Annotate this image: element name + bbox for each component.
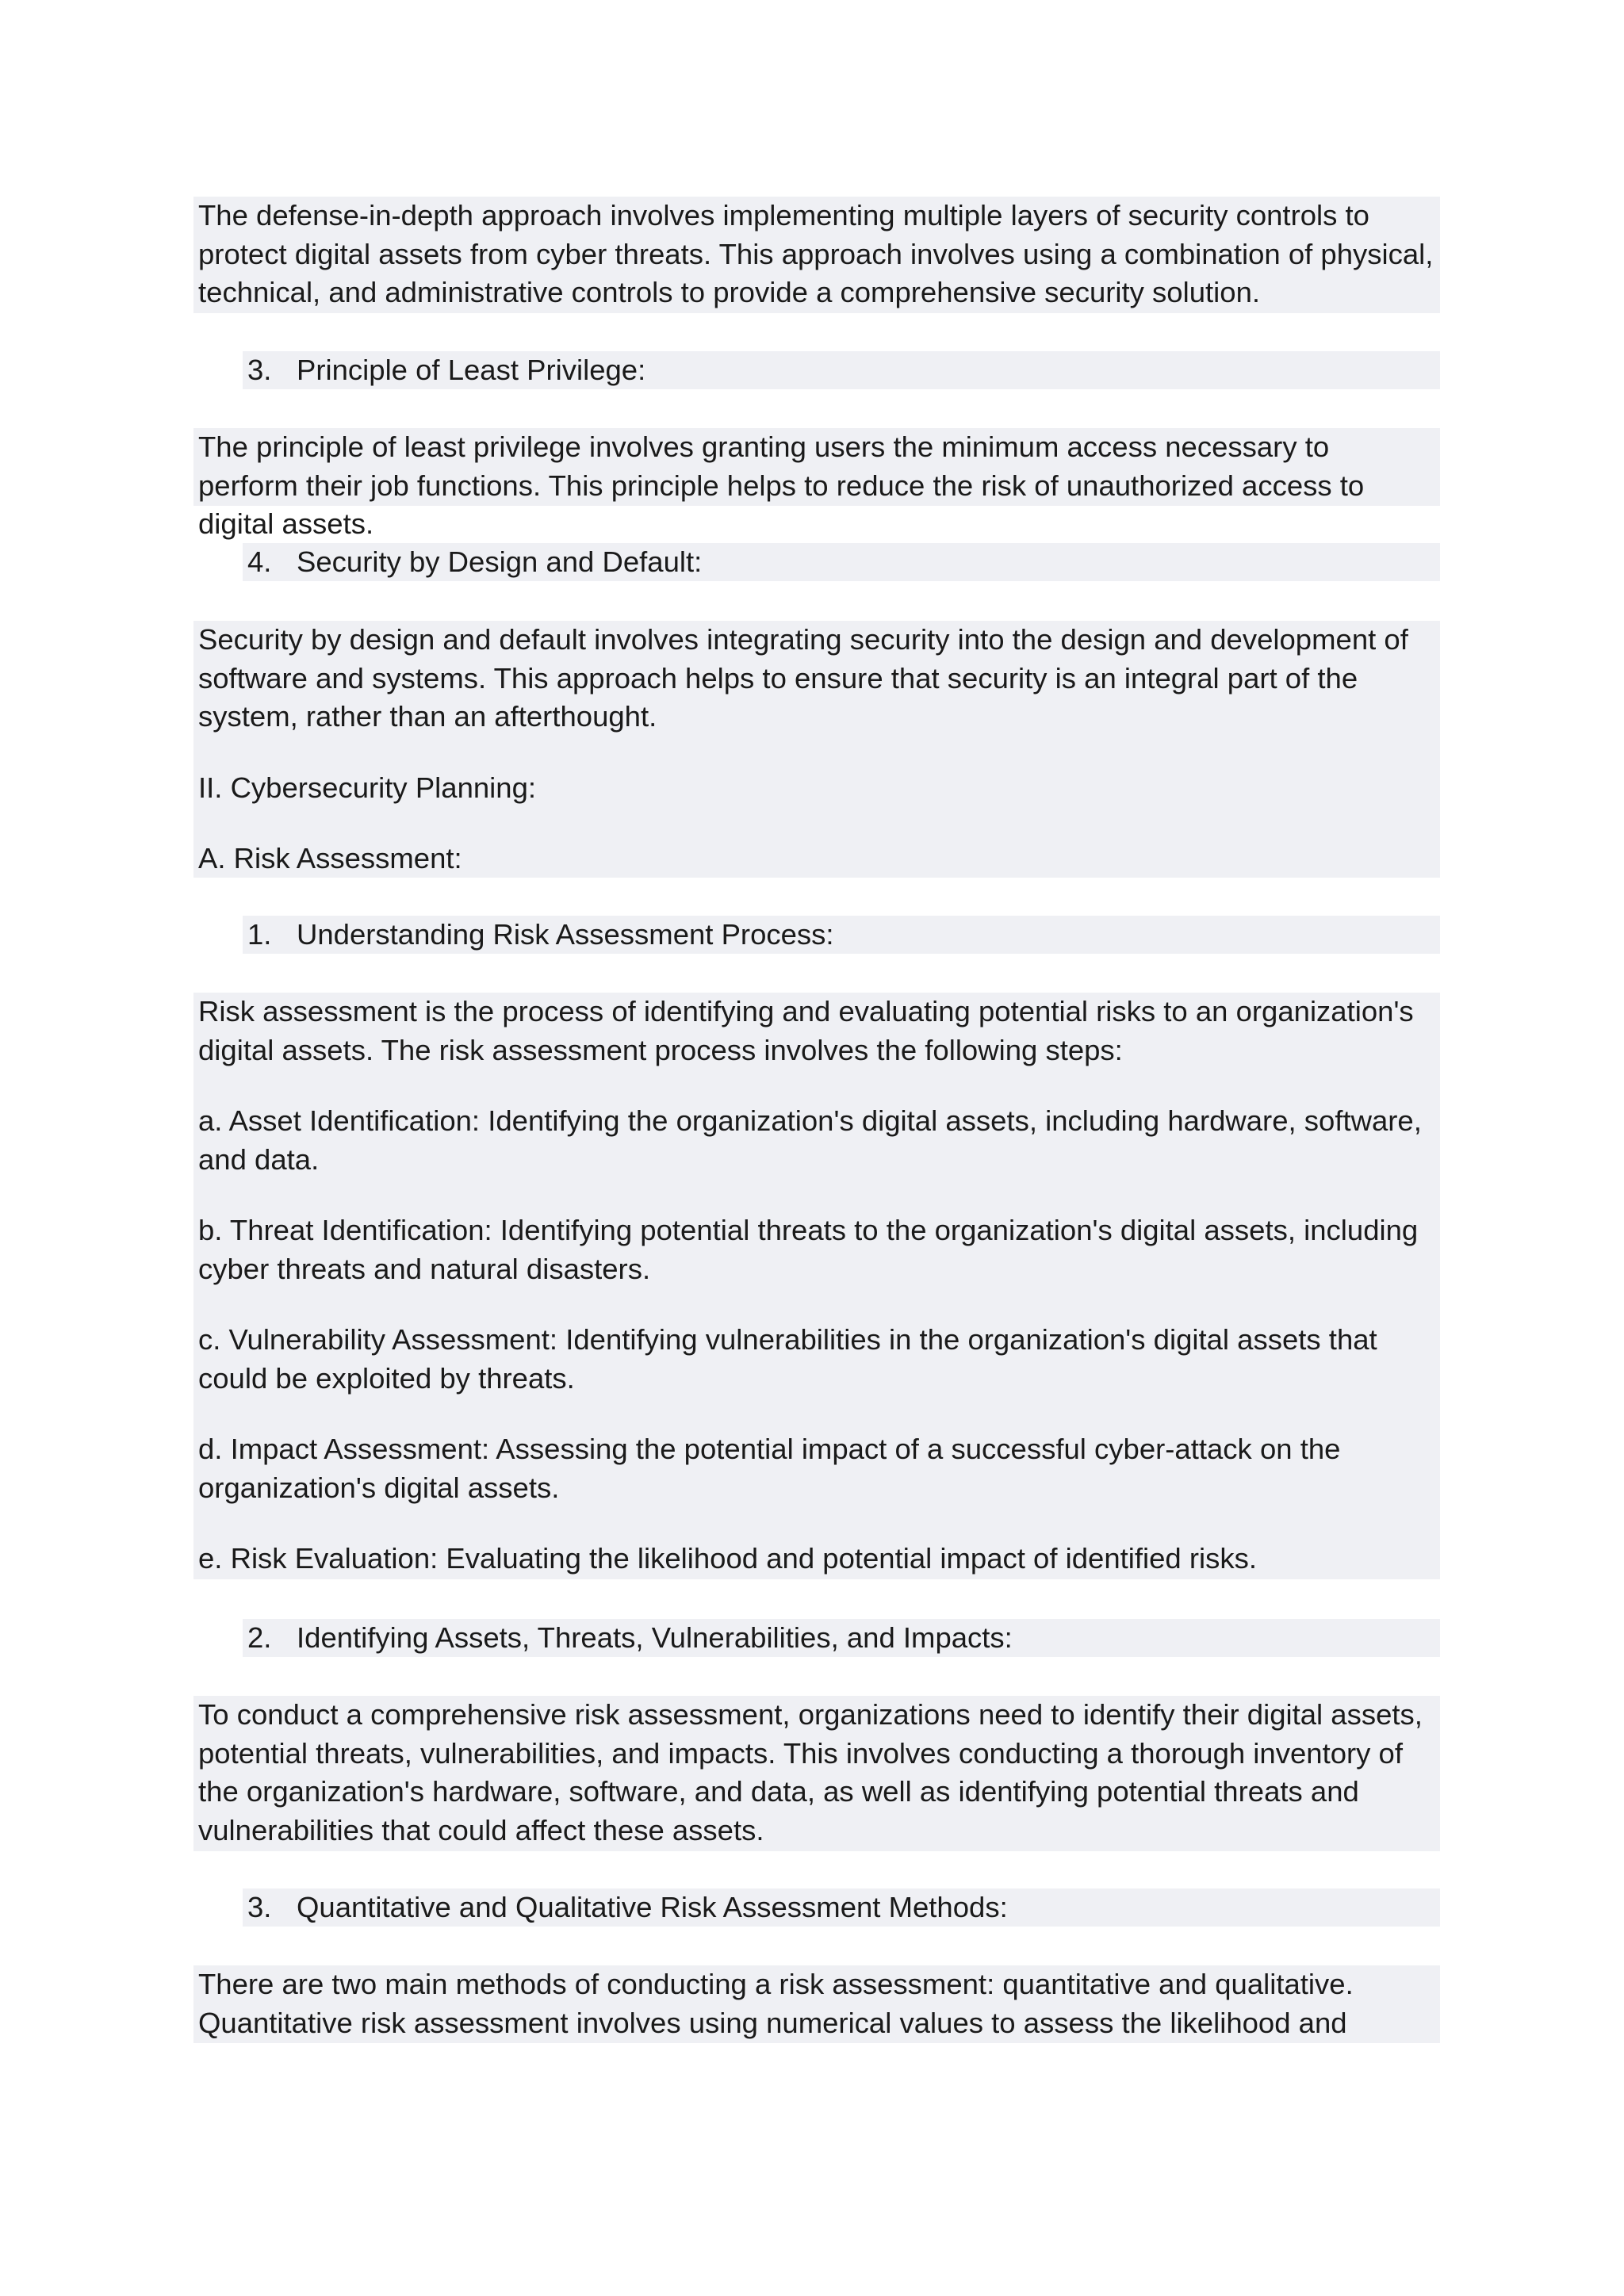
defense-in-depth-paragraph	[193, 197, 1440, 313]
list-label: Security by Design and Default:	[297, 545, 703, 578]
paragraph-text: The defense-in-depth approach involves implementing multiple layers of security controls to protect digital assets from cyber threats. This approach involves using a combination of physical, technical, and administrative controls to provide a comprehensive security solution.	[198, 199, 1434, 308]
list-number: 1.	[247, 918, 272, 951]
risk-step: d. Impact Assessment: Assessing the potential impact of a successful cyber-attack on the organization's digital assets.	[198, 1433, 1341, 1504]
list-label: Identifying Assets, Threats, Vulnerabilities, and Impacts:	[297, 1621, 1013, 1654]
list-item-least-privilege	[243, 351, 1440, 389]
list-label: Principle of Least Privilege:	[297, 354, 646, 386]
section-heading: II. Cybersecurity Planning:	[198, 771, 537, 804]
risk-step: c. Vulnerability Assessment: Identifying vulnerabilities in the organization's digital assets that could be exploited by threats.	[198, 1323, 1377, 1395]
list-item-security-by-design	[243, 543, 1440, 581]
risk-step: e. Risk Evaluation: Evaluating the likelihood and potential impact of identified risks.	[198, 1542, 1258, 1575]
paragraph-text: To conduct a comprehensive risk assessment, organizations need to identify their digital assets, potential threats, vulnerabilities, and impacts. This involves conducting a thorough inventory of the organization's hardware, software, and data, as well as identifying potential threats and vulnerabilities that could affect these assets.	[198, 1698, 1423, 1846]
list-item-identifying-assets	[243, 1619, 1440, 1657]
paragraph-text: Risk assessment is the process of identifying and evaluating potential risks to an organization's digital assets. The risk assessment process involves the following steps:	[198, 995, 1414, 1066]
list-number: 4.	[247, 545, 272, 578]
identifying-assets-paragraph	[193, 1696, 1440, 1851]
least-privilege-paragraph	[193, 428, 1440, 540]
subsection-heading: A. Risk Assessment:	[198, 842, 462, 874]
risk-step: b. Threat Identification: Identifying potential threats to the organization's digital assets, including cyber threats and natural disasters.	[198, 1214, 1419, 1285]
risk-step: a. Asset Identification: Identifying the organization's digital assets, including hardware, software, and data.	[198, 1104, 1422, 1176]
paragraph-text: The principle of least privilege involves granting users the minimum access necessary to perform their job functions. This principle helps to reduce the risk of unauthorized access to digital assets.	[198, 430, 1365, 540]
list-number: 2.	[247, 1621, 272, 1654]
paragraph-text: There are two main methods of conducting a risk assessment: quantitative and qualitative. Quantitative risk assessment involves using numerical values to assess the likelihood and	[198, 1968, 1354, 2039]
list-item-understanding-risk	[243, 916, 1440, 954]
list-label: Quantitative and Qualitative Risk Assessment Methods:	[297, 1891, 1008, 1923]
paragraph-text: Security by design and default involves integrating security into the design and development of software and systems. This approach helps to ensure that security is an integral part of the system, rather than an afterthought.	[198, 623, 1408, 733]
list-number: 3.	[247, 354, 272, 386]
list-number: 3.	[247, 1891, 272, 1923]
methods-paragraph	[193, 1965, 1440, 2043]
risk-assessment-section	[193, 993, 1440, 1579]
security-by-design-section	[193, 621, 1440, 878]
list-label: Understanding Risk Assessment Process:	[297, 918, 834, 951]
list-item-methods	[243, 1888, 1440, 1927]
